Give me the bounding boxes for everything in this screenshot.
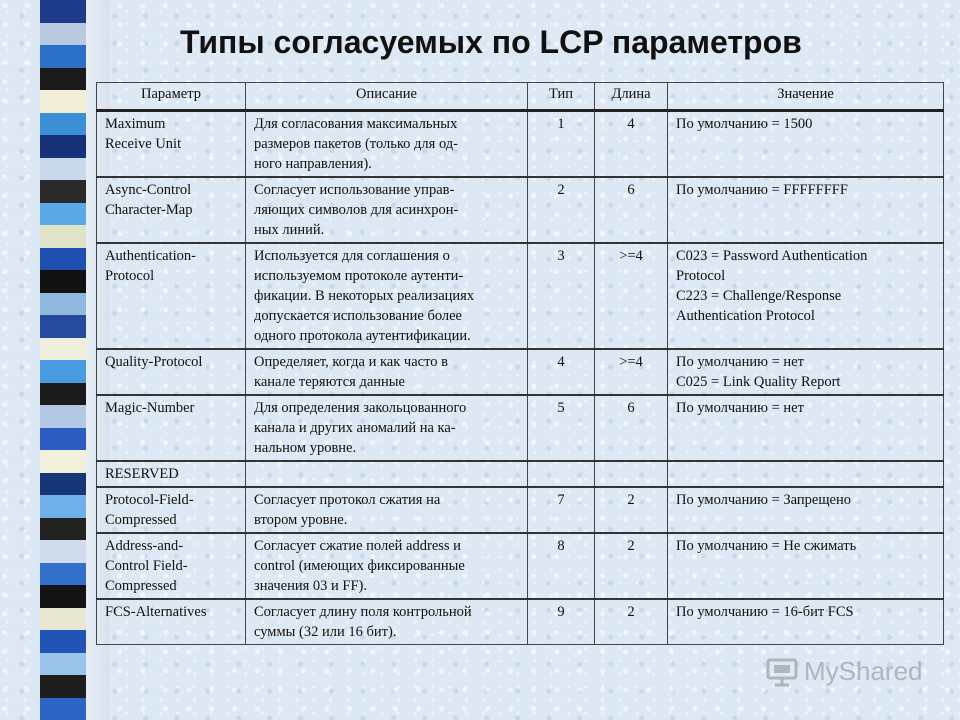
length-cell: 6 (595, 177, 668, 243)
parameter-line: Protocol-Field- (105, 492, 194, 508)
parameter-cell (97, 599, 246, 645)
value-line: По умолчанию = Запрещено (676, 492, 851, 508)
value-cell (668, 461, 944, 487)
type-cell: 3 (528, 243, 595, 349)
parameter-cell (97, 461, 246, 487)
stripe-segment (40, 293, 86, 316)
stripe-segment (40, 585, 86, 608)
value-cell (668, 349, 944, 395)
description-line: фикации. В некоторых реализациях (254, 288, 475, 304)
type-cell: 9 (528, 599, 595, 645)
description-line: Согласует использование управ- (254, 182, 455, 198)
value-line: C023 = Password Authentication (676, 248, 868, 264)
parameter-line: Compressed (105, 512, 177, 528)
length-cell (595, 461, 668, 487)
parameter-line: Character-Map (105, 202, 193, 218)
description-cell (246, 461, 528, 487)
parameter-line: Maximum (105, 116, 166, 132)
description-line: суммы (32 или 16 бит). (254, 624, 397, 640)
myshared-watermark (766, 656, 923, 687)
parameter-cell (97, 111, 246, 178)
description-line: control (имеющих фиксированные (254, 558, 465, 574)
stripe-segment (40, 338, 86, 361)
description-line: Согласует протокол сжатия на (254, 492, 441, 508)
parameter-cell (97, 243, 246, 349)
value-line: По умолчанию = нет (676, 400, 804, 416)
value-line: По умолчанию = 16-бит FCS (676, 604, 854, 620)
description-line: канале теряются данные (254, 374, 405, 390)
stripe-segment (40, 428, 86, 451)
type-cell: 1 (528, 111, 595, 178)
table-row (97, 395, 944, 461)
description-line: одного протокола аутентификации. (254, 328, 471, 344)
description-cell (246, 177, 528, 243)
length-cell: 4 (595, 111, 668, 178)
description-line: Определяет, когда и как часто в (254, 354, 448, 370)
description-cell (246, 487, 528, 533)
stripe-segment (40, 113, 86, 136)
table-row (97, 461, 944, 487)
slide-title: Типы согласуемых по LCP параметров (180, 24, 802, 60)
lcp-parameters-table (96, 82, 944, 645)
decorative-stripe-bar (40, 0, 86, 720)
value-line: По умолчанию = нет (676, 354, 804, 370)
header-type: Тип (528, 83, 595, 111)
type-cell (528, 461, 595, 487)
value-cell (668, 111, 944, 178)
description-cell (246, 533, 528, 599)
value-line: По умолчанию = 1500 (676, 116, 813, 132)
parameter-cell (97, 395, 246, 461)
stripe-segment (40, 675, 86, 698)
stripe-segment (40, 315, 86, 338)
length-cell: 2 (595, 599, 668, 645)
stripe-segment (40, 45, 86, 68)
description-cell (246, 395, 528, 461)
parameter-line: Async-Control (105, 182, 192, 198)
value-line: C223 = Challenge/Response (676, 288, 842, 304)
table-row (97, 111, 944, 178)
value-cell (668, 177, 944, 243)
stripe-segment (40, 135, 86, 158)
type-cell: 5 (528, 395, 595, 461)
parameter-line: Magic-Number (105, 400, 195, 416)
parameter-line: Compressed (105, 578, 177, 594)
parameter-line: FCS-Alternatives (105, 604, 207, 620)
table-row (97, 599, 944, 645)
value-cell (668, 487, 944, 533)
length-cell: 6 (595, 395, 668, 461)
description-cell (246, 111, 528, 178)
description-line: Для определения закольцованного (254, 400, 467, 416)
stripe-segment (40, 23, 86, 46)
value-line: Protocol (676, 268, 726, 284)
stripe-segment (40, 158, 86, 181)
stripe-segment (40, 473, 86, 496)
description-line: Согласует длину поля контрольной (254, 604, 472, 620)
header-length: Длина (595, 83, 668, 111)
description-line: ляющих символов для асинхрон- (254, 202, 459, 218)
stripe-segment (40, 68, 86, 91)
parameter-line: Authentication- (105, 248, 197, 264)
description-line: ного направления). (254, 156, 372, 172)
stripe-segment (40, 90, 86, 113)
description-line: втором уровне. (254, 512, 348, 528)
description-line: используемом протоколе аутенти- (254, 268, 464, 284)
value-cell (668, 243, 944, 349)
parameter-line: Quality-Protocol (105, 354, 203, 370)
description-line: Для согласования максимальных (254, 116, 458, 132)
stripe-segment (40, 630, 86, 653)
table-row (97, 177, 944, 243)
parameter-line: Receive Unit (105, 136, 182, 152)
value-line: По умолчанию = Не сжимать (676, 538, 857, 554)
length-cell: 2 (595, 487, 668, 533)
stripe-segment (40, 608, 86, 631)
table-row (97, 487, 944, 533)
value-cell (668, 395, 944, 461)
parameter-cell (97, 177, 246, 243)
stripe-segment (40, 248, 86, 271)
stripe-segment (40, 0, 86, 23)
stripe-segment (40, 203, 86, 226)
stripe-segment (40, 563, 86, 586)
parameter-line: RESERVED (105, 466, 179, 482)
length-cell: >=4 (595, 349, 668, 395)
table-row (97, 243, 944, 349)
parameter-cell (97, 533, 246, 599)
description-cell (246, 243, 528, 349)
stripe-segment (40, 518, 86, 541)
stripe-segment (40, 450, 86, 473)
parameter-cell (97, 349, 246, 395)
header-description: Описание (246, 83, 528, 111)
description-line: ных линий. (254, 222, 325, 238)
presentation-board-icon (766, 657, 798, 687)
header-value: Значение (668, 83, 944, 111)
header-parameter: Параметр (97, 83, 246, 111)
stripe-segment (40, 540, 86, 563)
table-header-row (97, 83, 944, 111)
type-cell: 8 (528, 533, 595, 599)
length-cell: >=4 (595, 243, 668, 349)
type-cell: 4 (528, 349, 595, 395)
type-cell: 2 (528, 177, 595, 243)
stripe-segment (40, 270, 86, 293)
stripe-segment (40, 225, 86, 248)
parameter-line: Control Field- (105, 558, 188, 574)
stripe-segment (40, 383, 86, 406)
table-row (97, 349, 944, 395)
description-line: нальном уровне. (254, 440, 357, 456)
description-line: Используется для соглашения о (254, 248, 450, 264)
stripe-segment (40, 495, 86, 518)
description-cell (246, 349, 528, 395)
stripe-segment (40, 653, 86, 676)
type-cell: 7 (528, 487, 595, 533)
parameter-cell (97, 487, 246, 533)
description-cell (246, 599, 528, 645)
parameter-line: Protocol (105, 268, 155, 284)
value-line: По умолчанию = FFFFFFFF (676, 182, 848, 198)
description-line: значения 03 и FF). (254, 578, 367, 594)
value-cell (668, 533, 944, 599)
stripe-segment (40, 180, 86, 203)
stripe-segment (40, 698, 86, 720)
value-line: C025 = Link Quality Report (676, 374, 841, 390)
table-row (97, 533, 944, 599)
stripe-segment (40, 405, 86, 428)
length-cell: 2 (595, 533, 668, 599)
value-cell (668, 599, 944, 645)
description-line: размеров пакетов (только для од- (254, 136, 458, 152)
description-line: канала и других аномалий на ка- (254, 420, 456, 436)
value-line: Authentication Protocol (676, 308, 815, 324)
watermark-text: MyShared (804, 656, 923, 686)
description-line: допускается использование более (254, 308, 462, 324)
description-line: Согласует сжатие полей address и (254, 538, 461, 554)
stripe-segment (40, 360, 86, 383)
parameter-line: Address-and- (105, 538, 184, 554)
